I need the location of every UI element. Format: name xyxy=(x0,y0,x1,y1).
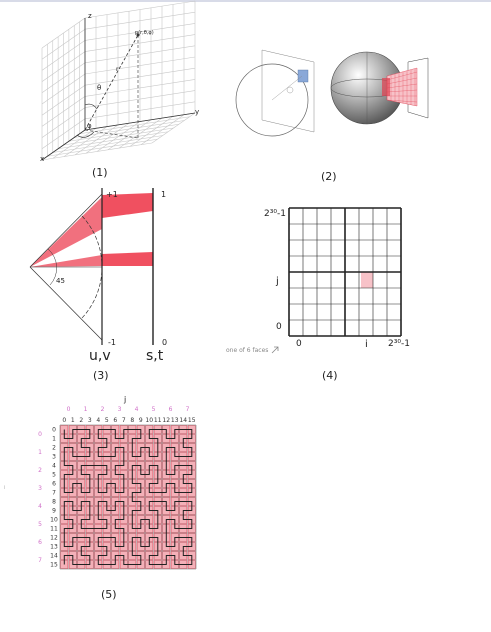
fine-col-label: 10 xyxy=(145,417,154,424)
fine-col-label: 4 xyxy=(96,417,101,424)
theta-label: θ xyxy=(97,84,102,92)
left-projected-cell xyxy=(298,70,308,82)
st-label: s,t xyxy=(146,348,164,364)
caption-2: (2) xyxy=(321,170,337,183)
fine-row-label: 14 xyxy=(50,552,58,560)
fine-col-label: 15 xyxy=(187,417,196,424)
figure-2-svg xyxy=(232,40,442,152)
grid-line xyxy=(130,116,173,146)
fine-row-label: 6 xyxy=(52,480,56,488)
coarse-col-label: 5 xyxy=(151,406,156,413)
coarse-col-label: 4 xyxy=(134,406,139,413)
fine-row-label: 15 xyxy=(50,561,58,569)
fine-col-label: 11 xyxy=(153,417,162,424)
fine-col-label: 2 xyxy=(79,417,84,424)
x-max-label: 2³⁰-1 xyxy=(388,339,410,349)
face-note: one of 6 faces xyxy=(226,347,269,354)
fine-col-label: 5 xyxy=(104,417,109,424)
grid-line xyxy=(86,123,129,153)
figure-5-hilbert-grid xyxy=(4,395,208,580)
figure-1-svg xyxy=(30,10,210,170)
ray-bottom xyxy=(30,267,102,340)
radius-vector xyxy=(85,35,138,130)
j-axis-label: j xyxy=(124,395,127,404)
caption-5: (5) xyxy=(101,588,117,601)
x-zero-label: 0 xyxy=(296,339,302,349)
fine-row-label: 12 xyxy=(50,534,58,542)
figure-3-svg xyxy=(20,180,220,360)
coarse-col-label: 0 xyxy=(66,406,71,413)
grid-line xyxy=(75,125,118,155)
grid-line xyxy=(141,115,184,145)
figure-3-uv-st-mapping xyxy=(20,180,220,364)
coarse-row-label: 6 xyxy=(38,539,42,546)
coarse-col-label: 3 xyxy=(117,406,122,413)
fine-col-label: 3 xyxy=(87,417,92,424)
background-grid xyxy=(42,1,195,160)
face-cells xyxy=(289,208,401,336)
fine-row-label: 8 xyxy=(52,498,56,506)
arrow-icon xyxy=(271,346,279,354)
grid-line xyxy=(119,118,162,148)
plus-one-label: +1 xyxy=(106,190,118,199)
right-sphere-patch xyxy=(382,78,390,96)
coarse-row-label: 5 xyxy=(38,521,42,528)
fine-col-label: 0 xyxy=(62,417,67,424)
coarse-col-label: 2 xyxy=(100,406,105,413)
grid-line xyxy=(64,127,107,157)
fine-row-label: 13 xyxy=(50,543,58,551)
fine-row-label: 0 xyxy=(52,426,56,434)
y-zero-label: 0 xyxy=(276,322,282,332)
figure-2-sphere-projection xyxy=(232,40,442,152)
coarse-row-label: 1 xyxy=(38,449,42,456)
coarse-row-label: 3 xyxy=(38,485,42,492)
fine-col-label: 6 xyxy=(113,417,118,424)
angle-label: 45 xyxy=(56,277,65,285)
highlighted-cell xyxy=(361,272,373,288)
i-label: i xyxy=(365,339,368,350)
r-label: r xyxy=(116,66,119,73)
fine-row-label: 10 xyxy=(50,516,58,524)
coarse-row-label: 2 xyxy=(38,467,42,474)
one-label: 1 xyxy=(161,190,167,199)
fine-row-label: 7 xyxy=(52,489,56,497)
figure-1-spherical-coords xyxy=(30,10,210,170)
figure-5-svg xyxy=(28,395,208,580)
fine-row-label: 2 xyxy=(52,444,56,452)
fine-col-label: 9 xyxy=(138,417,143,424)
coarse-row-label: 7 xyxy=(38,557,42,564)
fine-row-label: 9 xyxy=(52,507,56,515)
coarse-col-label: 1 xyxy=(83,406,88,413)
middle-red-band xyxy=(102,252,153,266)
coarse-col-label: 6 xyxy=(168,406,173,413)
z-label: z xyxy=(88,12,92,20)
caption-1: (1) xyxy=(92,166,108,179)
fine-row-label: 11 xyxy=(50,525,58,533)
fine-col-label: 8 xyxy=(130,417,135,424)
grid-line xyxy=(152,113,195,143)
fine-row-label: 5 xyxy=(52,471,56,479)
uv-label: u,v xyxy=(89,348,111,364)
top-border xyxy=(0,0,491,2)
xy-projection xyxy=(85,130,138,138)
j-label: j xyxy=(276,276,279,287)
fine-row-label: 4 xyxy=(52,462,56,470)
fine-row-label: 3 xyxy=(52,453,56,461)
fine-col-label: 7 xyxy=(121,417,126,424)
x-label: x xyxy=(40,155,45,163)
coarse-row-label: 4 xyxy=(38,503,42,510)
figure-4-face-grid xyxy=(225,200,425,370)
zero-label: 0 xyxy=(162,338,168,347)
fine-col-label: 1 xyxy=(70,417,75,424)
fine-col-label: 14 xyxy=(179,417,188,424)
grid-line xyxy=(97,122,140,152)
fine-col-label: 12 xyxy=(162,417,171,424)
phi-label: φ xyxy=(87,122,92,130)
coarse-col-label: 7 xyxy=(185,406,190,413)
fine-row-label: 1 xyxy=(52,435,56,443)
y-max-label: 2³⁰-1 xyxy=(264,209,286,219)
minus-one-label: -1 xyxy=(108,338,116,347)
y-label: y xyxy=(195,108,200,116)
side-label: i xyxy=(4,485,6,491)
caption-3: (3) xyxy=(93,369,109,382)
caption-4: (4) xyxy=(322,369,338,382)
fine-col-label: 13 xyxy=(170,417,179,424)
point-label: p(r,θ,φ) xyxy=(135,30,154,36)
coarse-row-label: 0 xyxy=(38,431,42,438)
grid-line xyxy=(108,120,151,150)
